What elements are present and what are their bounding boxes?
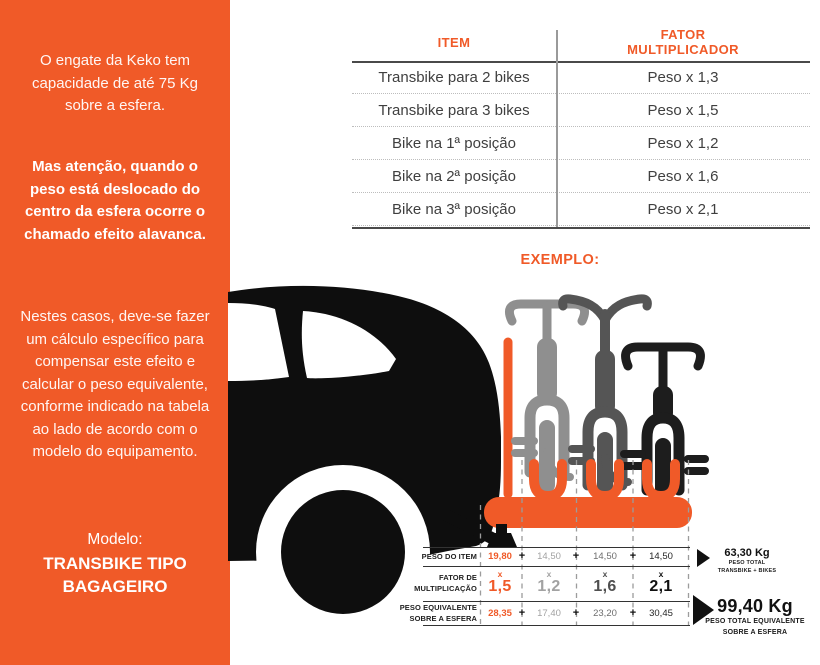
equivalent-weight-value: 99,40 Kg xyxy=(717,596,793,616)
total-weight-caption-2: TRANSBIKE + BIKES xyxy=(717,568,777,575)
row-factor: Peso x 1,5 xyxy=(647,101,719,119)
plus-icon: + xyxy=(629,550,637,562)
column-header-factor: FATOR MULTIPLICADOR xyxy=(627,26,739,57)
total-weight-block xyxy=(711,547,783,576)
row-factor: Peso x 1,2 xyxy=(647,134,719,152)
equiv-col2: 17,40 xyxy=(537,608,561,619)
row-label-peso: PESO DO ITEM xyxy=(421,552,477,561)
plus-icon: + xyxy=(572,607,580,619)
row-item: Transbike para 2 bikes xyxy=(378,68,530,86)
table-row xyxy=(352,160,810,193)
x-col3: x xyxy=(602,569,608,579)
model-label: Modelo: xyxy=(87,531,143,548)
factor-multiplier-table xyxy=(352,24,810,230)
table-row xyxy=(352,61,810,94)
x-col1: x xyxy=(497,569,503,579)
plus-icon: + xyxy=(572,550,580,562)
x-col2: x xyxy=(546,569,552,579)
factor-col1: 1,5 xyxy=(488,578,512,595)
sidebar-paragraph-capacity: O engate da Keko tem capacidade de até 75 Kg sobre a esfera. xyxy=(32,52,198,114)
row-item: Bike na 2ª posição xyxy=(392,167,516,185)
table-row xyxy=(352,127,810,160)
row-item: Transbike para 3 bikes xyxy=(378,101,530,119)
equivalent-weight-caption-1: PESO TOTAL EQUIVALENTE xyxy=(705,618,805,625)
factor-col3: 1,6 xyxy=(593,578,617,595)
table-row xyxy=(352,193,810,226)
header-divider-line xyxy=(352,61,810,63)
factor-col2: 1,2 xyxy=(537,578,561,595)
peso-col1: 19,80 xyxy=(488,551,512,562)
calc-line-1 xyxy=(423,566,690,567)
plus-icon: + xyxy=(518,550,526,562)
sidebar xyxy=(0,0,230,665)
factor-table-header xyxy=(352,24,810,61)
row-item: Bike na 3ª posição xyxy=(392,200,516,218)
equiv-col1: 28,35 xyxy=(488,608,512,619)
equiv-col3: 23,20 xyxy=(593,608,617,619)
sidebar-model-block xyxy=(14,528,216,599)
plus-icon: + xyxy=(629,607,637,619)
peso-col3: 14,50 xyxy=(593,551,617,562)
calc-line-bottom xyxy=(423,625,690,626)
example-heading: EXEMPLO: xyxy=(520,252,600,268)
total-weight-value: 63,30 Kg xyxy=(724,547,770,559)
equivalent-weight-block xyxy=(700,596,810,639)
row-item: Bike na 1ª posição xyxy=(392,134,516,152)
equivalent-weight-caption-2: SOBRE A ESFERA xyxy=(722,628,788,636)
factor-col4: 2,1 xyxy=(649,578,673,595)
car-wheel xyxy=(281,490,405,614)
table-bottom-line xyxy=(352,227,810,229)
sidebar-paragraph-warning: Mas atenção, quando o peso está deslocado do centro da esfera ocorre o chamado efeito alavanca. xyxy=(24,158,206,243)
row-factor: Peso x 1,3 xyxy=(647,68,719,86)
peso-col4: 14,50 xyxy=(649,551,673,562)
row-label-equiv-2: SOBRE A ESFERA xyxy=(409,614,477,623)
column-header-item: ITEM xyxy=(437,35,471,50)
calc-line-top xyxy=(423,547,690,548)
table-row xyxy=(352,94,810,127)
row-factor: Peso x 2,1 xyxy=(647,200,719,218)
x-col4: x xyxy=(658,569,664,579)
plus-icon: + xyxy=(518,607,526,619)
model-name: TRANSBIKE TIPO BAGAGEIRO xyxy=(43,554,187,597)
row-label-equiv-1: PESO EQUIVALENTE xyxy=(399,603,477,612)
equiv-col4: 30,45 xyxy=(649,608,673,619)
row-label-fator-1: FATOR DE xyxy=(438,573,477,582)
bike-2 xyxy=(563,299,648,504)
arrow-right-icon xyxy=(697,549,710,567)
total-weight-caption-1: PESO TOTAL xyxy=(728,560,766,566)
sidebar-paragraph-calculation: Nestes casos, deve-se fazer um cálculo específico para compensar este efeito e calcular o peso equivalente, conforme indicado na tabela ao lado de acordo com o modelo do equipamento. xyxy=(20,308,210,460)
peso-col2: 14,50 xyxy=(537,551,561,562)
row-factor: Peso x 1,6 xyxy=(647,167,719,185)
column-divider-line xyxy=(556,30,558,228)
row-label-fator-2: MULTIPLICAÇÃO xyxy=(414,584,477,593)
